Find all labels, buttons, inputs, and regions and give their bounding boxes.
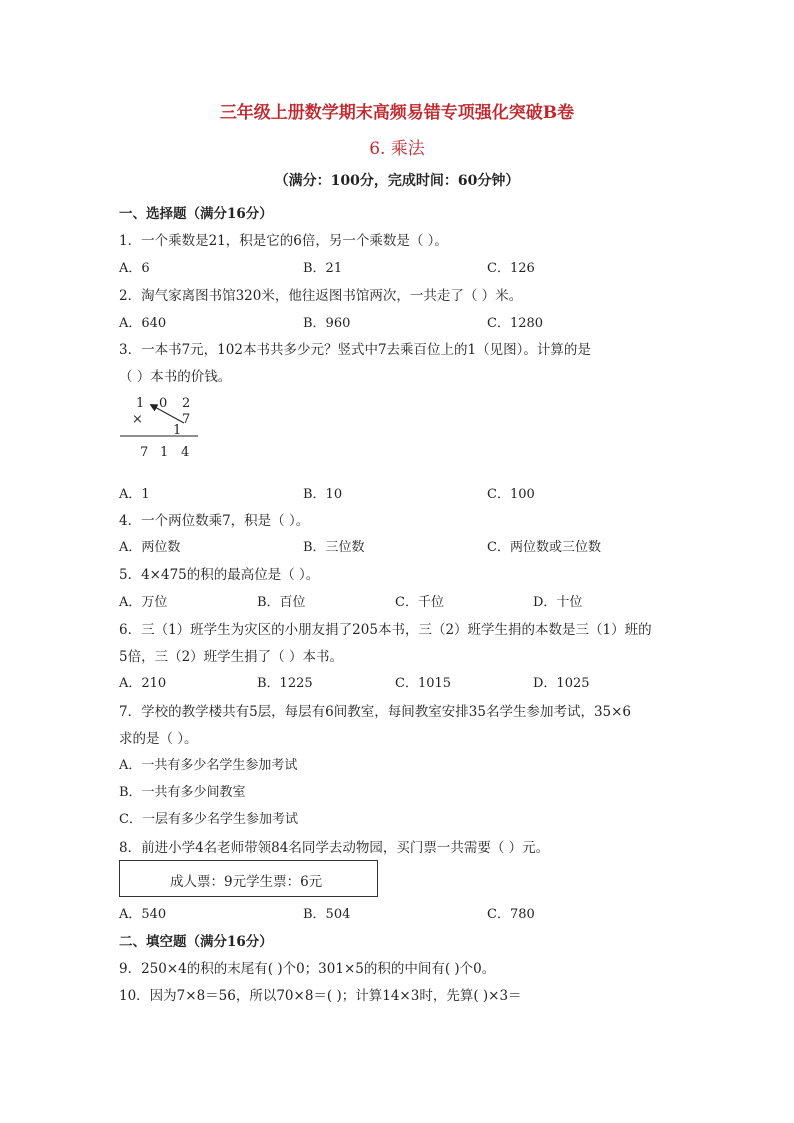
- q5-option-c: C．千位: [395, 595, 444, 610]
- q4-option-c: C．两位数或三位数: [487, 540, 601, 555]
- calc-digit: 7: [182, 412, 191, 427]
- q7-option-a: A．一共有多少名学生参加考试: [119, 758, 298, 773]
- q2-option-c: C．1280: [487, 316, 544, 331]
- q3-option-a: A．1: [119, 487, 150, 502]
- result-digit: 1: [160, 445, 169, 460]
- section-heading-choice: 一、选择题（满分16分）: [119, 206, 273, 222]
- q6-option-a: A．210: [119, 676, 167, 691]
- q8-option-a: A．540: [119, 907, 167, 922]
- q4-option-b: B．三位数: [303, 540, 365, 555]
- section-heading-fill: 二、填空题（满分16分）: [119, 934, 273, 950]
- result-digit: 7: [140, 445, 149, 460]
- question-6-line-2: 5倍，三（2）班学生捐了（ ）本书。: [119, 649, 343, 665]
- unit-title: 6. 乘法: [369, 139, 425, 159]
- calc-digit: 0: [159, 396, 168, 411]
- question-1: 1．一个乘数是21，积是它的6倍，另一个乘数是（ ）。: [119, 233, 448, 249]
- ticket-price-text: 成人票：9元学生票：6元: [170, 874, 323, 890]
- question-10: 10．因为7×8＝56，所以70×8＝( )；计算14×3时，先算( )×3＝: [119, 988, 522, 1004]
- arrow-line: [153, 406, 184, 423]
- question-2: 2．淘气家离图书馆320米，他往返图书馆两次，一共走了（ ）米。: [119, 288, 523, 304]
- carry-digit: 1: [173, 423, 182, 438]
- question-7-line-2: 求的是（ ）。: [119, 731, 198, 747]
- q8-option-c: C．780: [487, 907, 535, 922]
- q7-option-c: C．一层有多少名学生参加考试: [119, 812, 298, 827]
- calc-digit: 2: [182, 396, 191, 411]
- q5-option-d: D．十位: [533, 595, 583, 610]
- vertical-multiplication-figure: [118, 393, 200, 463]
- q7-option-b: B．一共有多少间教室: [119, 785, 246, 800]
- question-3-line-2: （ ）本书的价钱。: [119, 369, 232, 385]
- q6-option-d: D．1025: [533, 676, 590, 691]
- q6-option-b: B．1225: [257, 676, 313, 691]
- question-6-line-1: 6．三（1）班学生为灾区的小朋友捐了205本书，三（2）班学生捐的本数是三（1）班的: [119, 622, 652, 638]
- q1-option-a: A．6: [119, 261, 150, 276]
- q6-option-c: C．1015: [395, 676, 452, 691]
- q5-option-a: A．万位: [119, 595, 168, 610]
- question-7-line-1: 7．学校的教学楼共有5层，每层有6间教室，每间教室安排35名学生参加考试，35×6: [119, 704, 632, 720]
- q1-option-b: B．21: [303, 261, 343, 276]
- q2-option-b: B．960: [303, 316, 351, 331]
- q1-option-c: C．126: [487, 261, 535, 276]
- question-5: 5．4×475的积的最高位是（ ）。: [119, 567, 320, 583]
- times-sign: ×: [132, 412, 143, 427]
- q3-option-c: C．100: [487, 487, 535, 502]
- calc-digit: 1: [136, 396, 145, 411]
- question-3-line-1: 3．一本书7元，102本书共多少元？竖式中7去乘百位上的1（见图）。计算的是: [119, 342, 591, 358]
- ticket-price-box: [119, 860, 378, 897]
- question-4: 4．一个两位数乘7，积是（ ）。: [119, 513, 310, 529]
- question-8: 8．前进小学4名老师带领84名同学去动物园，买门票一共需要（ ）元。: [119, 840, 550, 856]
- q2-option-a: A．640: [119, 316, 167, 331]
- q3-option-b: B．10: [303, 487, 343, 502]
- q5-option-b: B．百位: [257, 595, 306, 610]
- result-digit: 4: [181, 445, 190, 460]
- q8-option-b: B．504: [303, 907, 351, 922]
- q4-option-a: A．两位数: [119, 540, 181, 555]
- exam-title: 三年级上册数学期末高频易错专项强化突破B卷: [219, 103, 575, 123]
- exam-meta: （满分：100分，完成时间：60分钟）: [274, 173, 520, 189]
- question-9: 9．250×4的积的末尾有( )个0；301×5的积的中间有( )个0。: [119, 961, 496, 977]
